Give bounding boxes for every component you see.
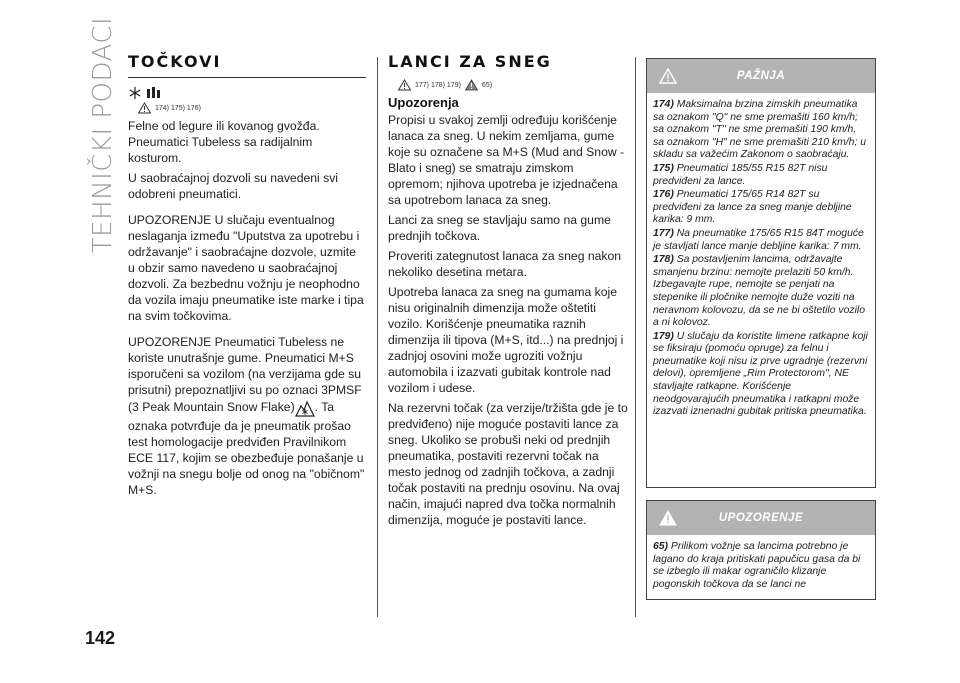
attention-item <box>653 331 869 419</box>
warning-triangle-icon <box>138 102 151 114</box>
attention-item <box>653 99 869 162</box>
wheels-paragraph-4-start: UPOZORENJE Pneumatici Tubeless ne koriste unutrašnje gume. Pneumatici M+S isporučeni sa vozilom (na verzijama gde su prisutni) prepoznatljivi su po oznaci 3PMSF (3 Peak Mountain Snow Flake) <box>128 335 362 415</box>
snow-chains-body <box>388 112 628 528</box>
snow-chains-section <box>388 52 628 532</box>
side-chapter-title <box>86 16 120 254</box>
snow-chains-refs-warn-text: 65) <box>481 81 493 89</box>
snow-chains-refs-text: 177) 178) 179) <box>415 81 461 89</box>
attention-item-text: Sa postavljenim lancima, održavajte smanjenu brzinu: nemojte prelaziti 50 km/h. Izbegavajte rupe, nemojte se penjati na stepenike ili pločnike nemojte duže voziti na neravnom kolovozu, da se ne bi oštetilo vozilo a ni kolovoz. <box>653 254 865 329</box>
wheels-paragraph-4 <box>128 334 366 498</box>
caution-triangle-icon <box>465 79 478 91</box>
page-number: 142 <box>85 628 116 648</box>
wheels-paragraph-1: Felne od legure ili kovanog gvožđa. Pneumatici Tubeless sa radijalnim kosturom. <box>128 119 320 165</box>
wheels-paragraph-2: U saobraćajnoj dozvoli su navedeni svi odobreni pneumatici. <box>128 171 339 201</box>
side-chapter-title-text: TEHNIČKI PODACI <box>88 16 119 254</box>
warning-box-header <box>647 501 875 535</box>
wheels-title: TOČKOVI <box>128 52 366 78</box>
attention-item <box>653 228 869 253</box>
attention-item-text: Pneumatici 175/65 R14 82T su predviđeni za lance za sneg manje debljine karika: 9 mm. <box>653 189 852 226</box>
snow-chains-paragraph-5: Na rezervni točak (za verzije/tržišta gde je to predviđeno) nije moguće postaviti lance za sneg. Ukoliko se probuši neki od prednjih pneumatika, postaviti rezervni točak na mesto jednog od zadnjih točkova, a zadnji točak postaviti na prednju osovinu. Na ovaj način, imajući napred dva točka normalnih dimenzija, moguće je postaviti lance. <box>388 401 628 527</box>
attention-item-number: 178) <box>653 254 674 266</box>
wheels-refs <box>138 102 366 114</box>
wheels-refs-text: 174) 175) 176) <box>155 104 201 112</box>
three-peak-mountain-snowflake-icon <box>295 398 315 418</box>
notes-column <box>646 58 876 590</box>
warning-box-title: UPOZORENJE <box>718 512 804 524</box>
warning-item-number: 65) <box>653 541 669 552</box>
attention-item-number: 177) <box>653 227 674 239</box>
snow-chains-subhead: Upozorenja <box>388 95 459 110</box>
attention-item <box>653 163 869 188</box>
warning-triangle-icon <box>398 79 411 91</box>
warning-triangle-icon <box>659 68 677 84</box>
attention-item-text: Na pneumatike 175/65 R15 84T moguće je stavljati lance manje debljine karika: 7 mm. <box>653 227 864 252</box>
attention-item-number: 174) <box>653 99 674 110</box>
wrench-car-icon <box>659 510 677 526</box>
snow-chains-refs <box>398 79 628 91</box>
column-divider-1 <box>377 57 378 617</box>
snow-chains-paragraph-1: Propisi u svakoj zemlji određuju korišćenje lanaca za sneg. U nekim zemljama, gume koje su označene sa M+S (Mud and Snow - Blato i sneg) se smatraju zimskom opremom; njihova upotreba je izjednačena sa upotrebom lanaca za sneg. <box>388 113 625 207</box>
column-divider-2 <box>635 57 636 617</box>
attention-box-title: PAŽNJA <box>736 70 786 82</box>
attention-item-text: U slučaju da koristite limene ratkapne koji se fiksiraju (pomoću opruge) za felnu i pneumatike koji nisu iz prve ugradnje (rezervni delovi), opremljene „Rim Protectorom", NE stavljajte ratkapne. Korišćenje neodgovarajućih pneumatika i ratkapni može izazvati iznenadni gubitak pritiska pneumatika. <box>653 330 868 418</box>
attention-item-number: 179) <box>653 330 674 342</box>
attention-item-text: Maksimalna brzina zimskih pneumatika sa oznakom "Q" ne sme premašiti 160 km/h; sa oznakom "T" ne sme premašiti 190 km/h, sa oznakom "H" ne sme premašiti 210 km/h; u skladu sa važećim Zakonom o saobraćaju. <box>653 99 866 161</box>
snowflake-icon <box>128 86 142 100</box>
wheels-body <box>128 118 366 498</box>
attention-item <box>653 254 869 330</box>
wheels-paragraph-3: UPOZORENJE U slučaju eventualnog neslaganja između "Uputstva za upotrebu i održavanje" i saobraćajne dozvole, uzmite u obzir samo navedeno u saobraćajnoj dozvoli. Za bezbednu vožnju je neophodno da vozila imaju pneumatike iste marke i tipa na svim točkovima. <box>128 213 364 323</box>
warning-item-text: Prilikom vožnje sa lancima potrebno je lagano do kraja pritiskati papučicu gasa da bi se izbeglo ili makar ograničilo klizanje pogonskih točkova da se lanci ne <box>653 541 861 590</box>
warning-box <box>646 500 876 600</box>
attention-item-number: 175) <box>653 162 674 174</box>
warning-item <box>653 541 869 591</box>
warning-box-body <box>647 535 875 598</box>
wheels-section <box>128 52 366 502</box>
attention-box-header <box>647 59 875 93</box>
snow-chains-title: LANCI ZA SNEG <box>388 52 552 71</box>
attention-box <box>646 58 876 488</box>
attention-box-body <box>647 93 875 426</box>
attention-item-text: Pneumatici 185/55 R15 82T nisu predviđeni za lance. <box>653 162 828 187</box>
car-service-icon <box>146 86 164 100</box>
wheels-icons <box>128 84 366 100</box>
wheels-paragraph-4-end: . Ta oznaka potvrđuje da je pneumatik prošao test homologacije predviđen Pravilnikom ECE 117, kojim se obezbeđuje ponašanje u vožnji na snegu bolje od onog na "običnom" M+S. <box>128 400 365 497</box>
snow-chains-paragraph-2: Lanci za sneg se stavljaju samo na gume prednjih točkova. <box>388 213 611 243</box>
attention-item-number: 176) <box>653 189 674 201</box>
snow-chains-paragraph-3: Proveriti zategnutost lanaca za sneg nakon nekoliko desetina metara. <box>388 249 622 279</box>
attention-item <box>653 189 869 227</box>
snow-chains-paragraph-4: Upotreba lanaca za sneg na gumama koje nisu originalnih dimenzija može oštetiti vozilo. Korišćenje pneumatika raznih dimenzija ili tipova (M+S, itd...) na prednjoj i zadnjoj osovini može ugroziti vožnju automobila i izazvati gubitak kontrole nad vozilom i udese. <box>388 285 624 395</box>
